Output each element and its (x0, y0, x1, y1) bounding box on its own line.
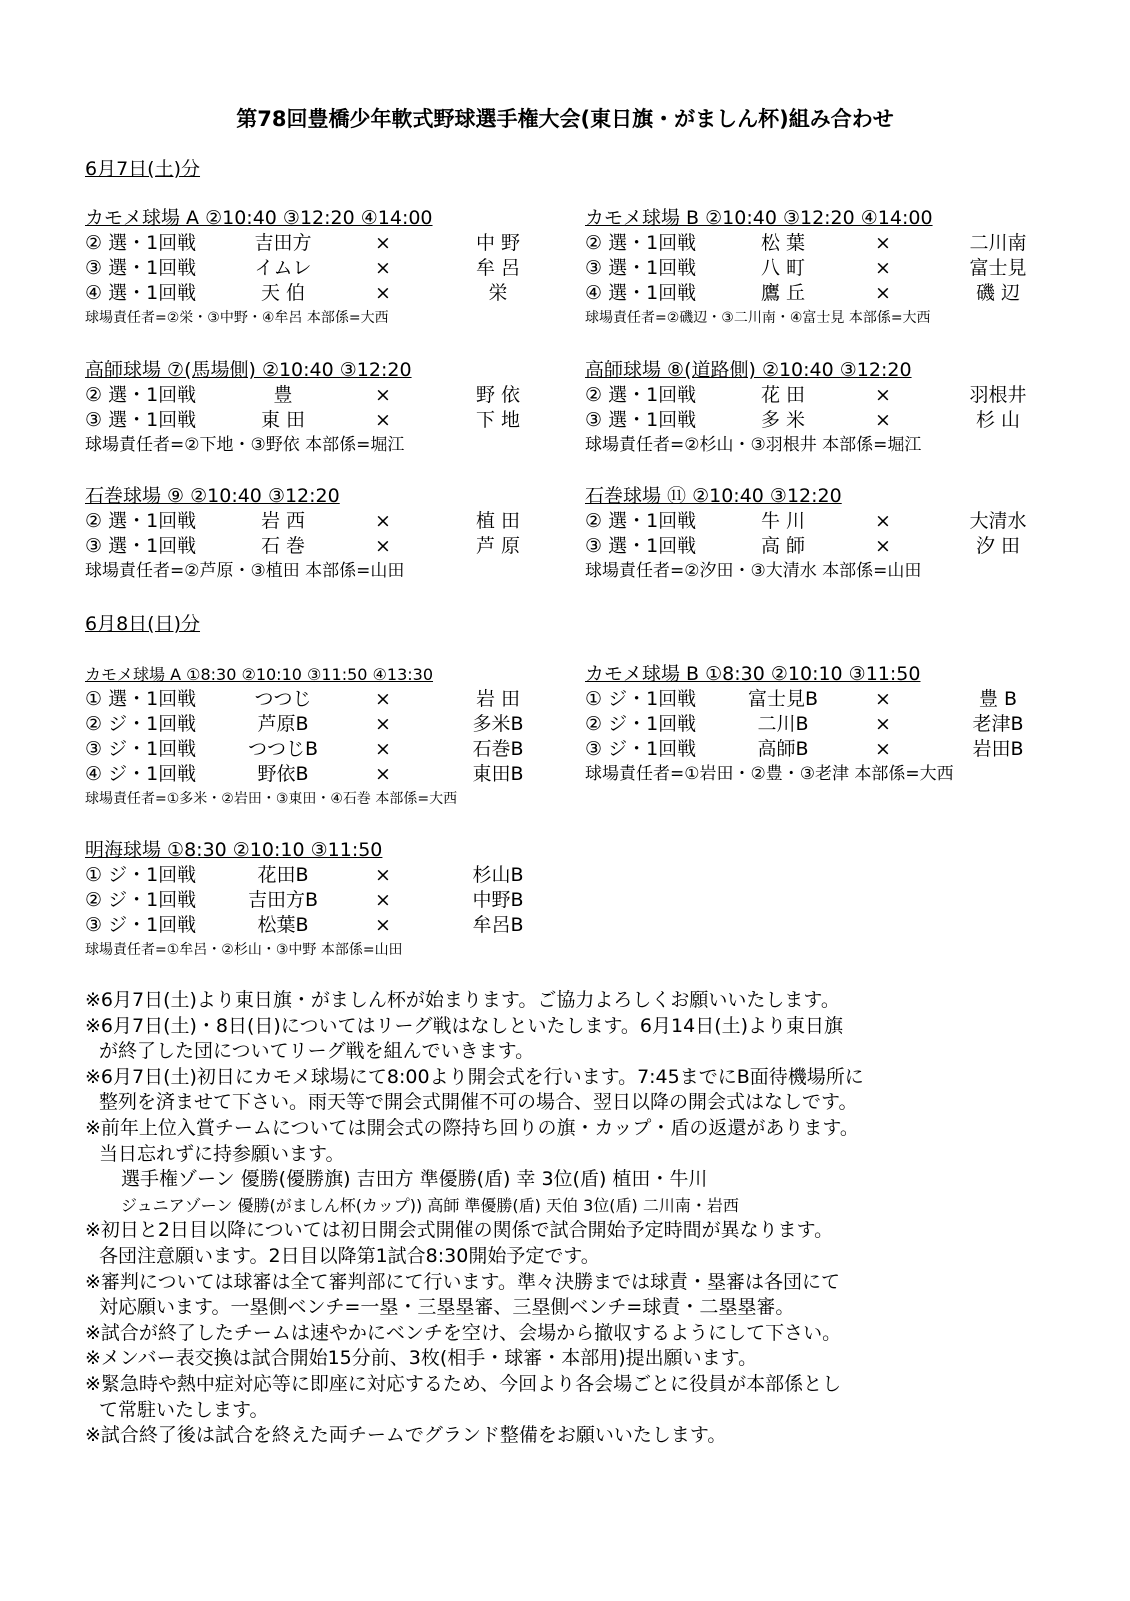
note-item (85, 1423, 1085, 1449)
note-line: 当日忘れずに持参願います。 (99, 1142, 345, 1165)
match-row (85, 737, 573, 762)
venue-footer: 球場責任者=②磯辺・③二川南・④富士見 本部係=大西 (585, 310, 931, 326)
versus-mark: × (875, 713, 891, 735)
date-heading-day1: 6月7日(土)分 (85, 158, 201, 180)
note-item (85, 988, 1085, 1014)
match-row (85, 256, 573, 281)
match-label: ③ 選・1回戦 (585, 409, 697, 431)
venue-block-ishimaki-9 (85, 484, 573, 583)
note-line: ※初日と2日目以降については初日開会式開催の関係で試合開始予定時間が異なります。 (85, 1219, 834, 1242)
venue-block-meikai (85, 838, 573, 962)
match-row (85, 913, 573, 938)
match-row (85, 383, 573, 408)
versus-mark: × (375, 510, 391, 532)
match-row (85, 712, 573, 737)
venue-header: カモメ球場 B ②10:40 ③12:20 ④14:00 (585, 207, 933, 229)
home-team: 高 師 (760, 535, 806, 557)
match-label: ① ジ・1回戦 (85, 864, 197, 886)
note-line: ※前年上位入賞チームについては開会式の際持ち回りの旗・カップ・盾の返還があります。 (85, 1116, 859, 1139)
home-team: 岩 西 (260, 510, 306, 532)
match-row (85, 509, 573, 534)
page-title: 第78回豊橋少年軟式野球選手権大会(東日旗・がましん杯)組み合わせ (236, 107, 894, 131)
home-team: イムレ (254, 257, 312, 279)
home-team: 松 葉 (760, 232, 806, 254)
note-item (85, 1346, 1085, 1372)
versus-mark: × (875, 510, 891, 532)
versus-mark: × (875, 535, 891, 557)
venue-header: 石巻球場 ⑪ ②10:40 ③12:20 (585, 485, 842, 507)
venue-footer: 球場責任者=②汐田・③大清水 本部係=山田 (585, 561, 922, 581)
venue-header: 明海球場 ①8:30 ②10:10 ③11:50 (85, 839, 383, 861)
away-team: 多米B (472, 713, 524, 735)
venue-footer: 球場責任者=①牟呂・②杉山・③中野 本部係=山田 (85, 942, 403, 958)
match-label: ③ 選・1回戦 (85, 535, 197, 557)
match-label: ③ ジ・1回戦 (85, 738, 197, 760)
home-team: 二川B (757, 713, 809, 735)
note-line: ※緊急時や熱中症対応等に即座に対応するため、今回より各会場ごとに役員が本部係とし (85, 1372, 842, 1395)
match-row (585, 408, 1073, 433)
venue-footer: 球場責任者=②杉山・③羽根井 本部係=堀江 (585, 435, 922, 455)
away-team: 中 野 (475, 232, 521, 254)
away-team: 大清水 (969, 510, 1027, 532)
versus-mark: × (875, 409, 891, 431)
versus-mark: × (875, 738, 891, 760)
note-line: 選手権ゾーン 優勝(優勝旗) 吉田方 準優勝(盾) 幸 3位(盾) 植田・牛川 (121, 1168, 708, 1191)
away-team: 豊 B (978, 688, 1018, 710)
versus-mark: × (875, 688, 891, 710)
match-label: ② 選・1回戦 (85, 384, 197, 406)
away-team: 牟 呂 (475, 257, 521, 279)
venue-block-kamome-a-day1 (85, 206, 573, 330)
match-row (85, 888, 573, 913)
home-team: 吉田方B (247, 889, 319, 911)
note-item (85, 1065, 1085, 1116)
versus-mark: × (375, 713, 391, 735)
venue-block-kamome-b-day1 (585, 206, 1073, 330)
match-label: ④ ジ・1回戦 (85, 763, 197, 785)
venue-footer: 球場責任者=①岩田・②豊・③老津 本部係=大西 (585, 764, 954, 784)
home-team: 東 田 (260, 409, 306, 431)
note-item (85, 1116, 1085, 1218)
home-team: 八 町 (760, 257, 806, 279)
note-line: 整列を済ませて下さい。雨天等で開会式開催不可の場合、翌日以降の開会式はなしです。 (99, 1091, 858, 1114)
versus-mark: × (875, 384, 891, 406)
away-team: 栄 (488, 282, 508, 304)
match-row (585, 383, 1073, 408)
venue-header: 石巻球場 ⑨ ②10:40 ③12:20 (85, 485, 340, 507)
venue-header: カモメ球場 A ①8:30 ②10:10 ③11:50 ④13:30 (85, 665, 434, 684)
away-team: 羽根井 (969, 384, 1027, 406)
date-heading-day2: 6月8日(日)分 (85, 613, 201, 635)
home-team: 富士見B (747, 688, 819, 710)
versus-mark: × (375, 763, 391, 785)
note-item (85, 1218, 1085, 1269)
home-team: 野依B (257, 763, 309, 785)
versus-mark: × (875, 232, 891, 254)
away-team: 二川南 (969, 232, 1027, 254)
note-line: ※試合が終了したチームは速やかにベンチを空け、会場から撤収するようにして下さい。 (85, 1321, 842, 1344)
match-label: ② 選・1回戦 (85, 232, 197, 254)
match-label: ② 選・1回戦 (585, 384, 697, 406)
match-label: ③ 選・1回戦 (585, 535, 697, 557)
note-line: ※試合終了後は試合を終えた両チームでグランド整備をお願いいたします。 (85, 1424, 727, 1447)
venue-block-ishimaki-11 (585, 484, 1073, 583)
away-team: 岩田B (972, 738, 1024, 760)
versus-mark: × (375, 535, 391, 557)
match-row (85, 231, 573, 256)
venue-header: 高師球場 ⑦(馬場側) ②10:40 ③12:20 (85, 359, 412, 381)
venue-block-takashi-8 (585, 358, 1073, 457)
away-team: 岩 田 (475, 688, 521, 710)
match-label: ② ジ・1回戦 (85, 889, 197, 911)
match-label: ④ 選・1回戦 (585, 282, 697, 304)
versus-mark: × (375, 257, 391, 279)
venue-header: 高師球場 ⑧(道路側) ②10:40 ③12:20 (585, 359, 912, 381)
match-label: ③ 選・1回戦 (85, 409, 197, 431)
venue-footer: 球場責任者=②栄・③中野・④牟呂 本部係=大西 (85, 310, 389, 326)
away-team: 杉 山 (975, 409, 1021, 431)
match-row (85, 534, 573, 559)
match-label: ② ジ・1回戦 (85, 713, 197, 735)
match-row (85, 281, 573, 306)
notes-list (85, 988, 1085, 1449)
note-line: 対応願います。一塁側ベンチ=一塁・三塁塁審、三塁側ベンチ=球責・二塁塁審。 (99, 1296, 795, 1319)
match-row (585, 737, 1073, 762)
away-team: 汐 田 (975, 535, 1021, 557)
versus-mark: × (375, 688, 391, 710)
match-row (85, 408, 573, 433)
away-team: 植 田 (475, 510, 521, 532)
away-team: 老津B (972, 713, 1024, 735)
match-label: ② 選・1回戦 (585, 510, 697, 532)
match-label: ③ ジ・1回戦 (85, 914, 197, 936)
venue-footer: 球場責任者=①多米・②岩田・③東田・④石巻 本部係=大西 (85, 791, 458, 807)
note-line: て常駐いたします。 (99, 1398, 269, 1421)
match-row (585, 509, 1073, 534)
versus-mark: × (875, 257, 891, 279)
match-label: ③ 選・1回戦 (85, 257, 197, 279)
home-team: 石 巻 (260, 535, 306, 557)
match-label: ② ジ・1回戦 (585, 713, 697, 735)
home-team: 花 田 (760, 384, 806, 406)
note-line: ※6月7日(土)より東日旗・がましん杯が始まります。ご協力よろしくお願いいたします。 (85, 989, 840, 1011)
versus-mark: × (375, 914, 391, 936)
home-team: 豊 (273, 384, 293, 406)
versus-mark: × (375, 864, 391, 886)
away-team: 富士見 (969, 257, 1027, 279)
note-line: ※メンバー表交換は試合開始15分前、3枚(相手・球審・本部用)提出願います。 (85, 1347, 758, 1370)
match-label: ① 選・1回戦 (85, 688, 197, 710)
match-row (85, 762, 573, 787)
match-row (85, 687, 573, 712)
versus-mark: × (375, 232, 391, 254)
away-team: 中野B (472, 889, 524, 911)
away-team: 杉山B (472, 864, 524, 886)
versus-mark: × (875, 282, 891, 304)
away-team: 磯 辺 (975, 282, 1021, 304)
away-team: 芦 原 (475, 535, 521, 557)
home-team: 牛 川 (760, 510, 806, 532)
note-line: ※審判については球審は全て審判部にて行います。準々決勝までは球責・塁審は各団にて (85, 1270, 841, 1293)
venue-block-kamome-b-day2 (585, 662, 1073, 786)
away-team: 東田B (472, 763, 524, 785)
match-label: ② 選・1回戦 (585, 232, 697, 254)
versus-mark: × (375, 384, 391, 406)
match-row (585, 281, 1073, 306)
match-label: ① ジ・1回戦 (585, 688, 697, 710)
home-team: 吉田方 (254, 232, 312, 254)
note-item (85, 1321, 1085, 1347)
match-row (585, 712, 1073, 737)
away-team: 下 地 (475, 409, 521, 431)
note-line: ※6月7日(土)初日にカモメ球場にて8:00より開会式を行います。7:45までにB面待機場所に (85, 1065, 864, 1088)
match-row (585, 687, 1073, 712)
home-team: 鷹 丘 (760, 282, 806, 304)
match-row (585, 256, 1073, 281)
versus-mark: × (375, 889, 391, 911)
note-item (85, 1014, 1085, 1065)
home-team: つつじ (254, 688, 312, 710)
versus-mark: × (375, 282, 391, 304)
note-item (85, 1372, 1085, 1423)
match-row (585, 534, 1073, 559)
match-label: ③ ジ・1回戦 (585, 738, 697, 760)
home-team: 高師B (757, 738, 809, 760)
away-team: 野 依 (475, 384, 521, 406)
note-line: が終了した団についてリーグ戦を組んでいきます。 (99, 1040, 535, 1063)
versus-mark: × (375, 409, 391, 431)
away-team: 牟呂B (472, 914, 524, 936)
venue-footer: 球場責任者=②下地・③野依 本部係=堀江 (85, 435, 405, 455)
venue-header: カモメ球場 A ②10:40 ③12:20 ④14:00 (85, 207, 433, 229)
note-item (85, 1270, 1085, 1321)
venue-footer: 球場責任者=②芦原・③植田 本部係=山田 (85, 561, 405, 581)
home-team: 芦原B (257, 713, 309, 735)
venue-header: カモメ球場 B ①8:30 ②10:10 ③11:50 (585, 663, 921, 685)
match-label: ④ 選・1回戦 (85, 282, 197, 304)
match-label: ③ 選・1回戦 (585, 257, 697, 279)
home-team: 多 米 (760, 409, 806, 431)
away-team: 石巻B (472, 738, 524, 760)
home-team: つつじB (247, 738, 319, 760)
note-line: ジュニアゾーン 優勝(がましん杯(カップ)) 高師 準優勝(盾) 天伯 3位(盾) 二川南・岩西 (121, 1195, 739, 1215)
venue-block-takashi-7 (85, 358, 573, 457)
versus-mark: × (375, 738, 391, 760)
home-team: 松葉B (257, 914, 309, 936)
match-label: ② 選・1回戦 (85, 510, 197, 532)
note-line: 各団注意願います。2日目以降第1試合8:30開始予定です。 (99, 1244, 600, 1267)
match-row (585, 231, 1073, 256)
match-row (85, 863, 573, 888)
home-team: 天 伯 (260, 282, 306, 304)
note-line: ※6月7日(土)・8日(日)についてはリーグ戦はなしといたします。6月14日(土)より東日旗 (85, 1014, 844, 1037)
venue-block-kamome-a-day2 (85, 662, 573, 811)
home-team: 花田B (257, 864, 309, 886)
